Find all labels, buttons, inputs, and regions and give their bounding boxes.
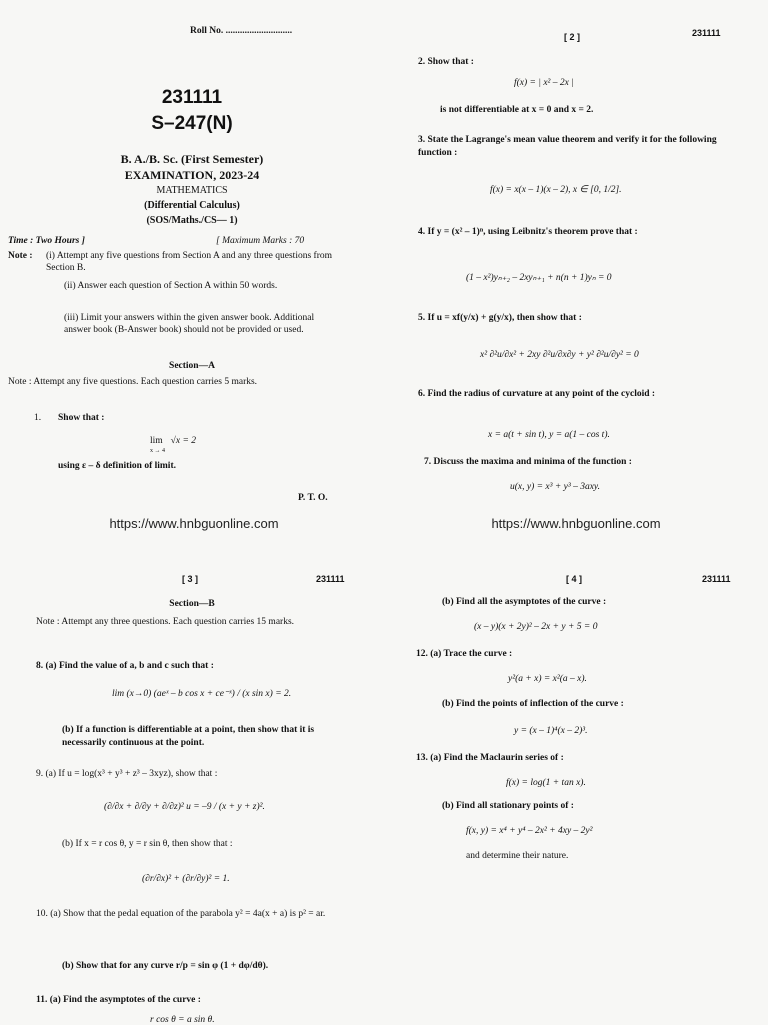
- q6-formula: x = a(t + sin t), y = a(1 – cos t).: [488, 430, 610, 440]
- q2-tail: is not differentiable at x = 0 and x = 2.: [440, 105, 594, 115]
- q12b-formula: y = (x – 1)⁴(x – 2)³.: [514, 726, 588, 736]
- section-a-note: Note : Attempt any five questions. Each question carries 5 marks.: [8, 377, 258, 387]
- q12a-formula: y²(a + x) = x²(a – x).: [508, 674, 587, 684]
- q1-tail: using ε – δ definition of limit.: [58, 461, 176, 471]
- q11a: 11. (a) Find the asymptotes of the curve :: [36, 995, 201, 1005]
- exam-page-3: [0, 512, 384, 1024]
- website-url[interactable]: https://www.hnbguonline.com: [109, 516, 279, 531]
- q10a: 10. (a) Show that the pedal equation of the parabola y² = 4a(x + a) is p² = ar.: [36, 909, 326, 919]
- maximum-marks: [ Maximum Marks : 70: [216, 236, 305, 246]
- q3: 3. State the Lagrange's mean value theorem and verify it for the following function :: [418, 135, 717, 158]
- q6: 6. Find the radius of curvature at any point of the cycloid :: [418, 389, 656, 399]
- q1-number: 1.: [34, 413, 42, 423]
- q13b: (b) Find all stationary points of :: [442, 801, 574, 811]
- q10b: (b) Show that for any curve r/p = sin φ (1 + dφ/dθ).: [62, 961, 269, 971]
- q12a: 12. (a) Trace the curve :: [416, 649, 513, 659]
- q1-text: Show that :: [58, 413, 105, 423]
- note-label: Note :: [8, 251, 33, 261]
- q1-lim: lim: [150, 436, 163, 446]
- subject-subtitle: (Differential Calculus): [144, 200, 240, 211]
- q2: 2. Show that :: [418, 57, 474, 67]
- section-a-heading: Section—A: [169, 361, 215, 371]
- q12b: (b) Find the points of inflection of the curve :: [442, 699, 624, 709]
- q5-formula: x² ∂²u/∂x² + 2xy ∂²u/∂x∂y + y² ∂²u/∂y² = 0: [480, 350, 639, 360]
- paper-code: 231111: [161, 87, 223, 108]
- q13a: 13. (a) Find the Maclaurin series of :: [416, 753, 564, 763]
- page-number: [ 4 ]: [566, 574, 583, 584]
- subject: MATHEMATICS: [156, 185, 228, 196]
- exam-title: EXAMINATION, 2023-24: [124, 168, 260, 182]
- exam-page-4: [384, 512, 768, 1024]
- note-i: (i) Attempt any five questions from Section A and any three questions from Section B.: [46, 251, 333, 273]
- q13b-tail: and determine their nature.: [466, 851, 569, 861]
- note-ii: (ii) Answer each question of Section A within 50 words.: [64, 281, 278, 291]
- exam-page-2: [384, 0, 768, 531]
- note-iii: (iii) Limit your answers within the given answer book. Additional answer book (B-Answer book) should not be provided or used.: [64, 313, 315, 335]
- course-code: (SOS/Maths./CS— 1): [146, 215, 238, 226]
- q11b: (b) Find all the asymptotes of the curve :: [442, 597, 607, 607]
- page-number: [ 3 ]: [182, 574, 199, 584]
- q9b-formula: (∂r/∂x)² + (∂r/∂y)² = 1.: [142, 874, 230, 884]
- q11b-formula: (x – y)(x + 2y)² – 2x + y + 5 = 0: [474, 622, 598, 632]
- q13b-formula: f(x, y) = x⁴ + y⁴ – 2x² + 4xy – 2y²: [466, 826, 593, 836]
- paper-code: 231111: [316, 574, 345, 584]
- q11a-formula: r cos θ = a sin θ.: [150, 1015, 215, 1025]
- paper-code: 231111: [702, 574, 731, 584]
- exam-page-1: [0, 0, 384, 531]
- q1-lim-sub: x → 4: [150, 448, 165, 454]
- q13a-formula: f(x) = log(1 + tan x).: [506, 778, 586, 788]
- section-b-heading: Section—B: [169, 599, 215, 609]
- roll-number: Roll No. ............................: [190, 26, 293, 36]
- q8a-formula: lim (x→0) (aeˣ – b cos x + ce⁻ˣ) / (x sin x) = 2.: [112, 689, 292, 699]
- q4: 4. If y = (x² – 1)ⁿ, using Leibnitz's theorem prove that :: [418, 227, 638, 237]
- q2-formula: f(x) = | x² – 2x |: [514, 78, 574, 88]
- website-url[interactable]: https://www.hnbguonline.com: [491, 516, 661, 531]
- page-number: [ 2 ]: [564, 32, 581, 42]
- q7-formula: u(x, y) = x³ + y³ – 3axy.: [510, 482, 600, 492]
- paper-code: 231111: [692, 28, 721, 38]
- q7: 7. Discuss the maxima and minima of the function :: [424, 457, 632, 467]
- time-allowed: Time : Two Hours ]: [8, 236, 85, 246]
- pto: P. T. O.: [298, 493, 328, 503]
- q9b: (b) If x = r cos θ, y = r sin θ, then show that :: [62, 839, 233, 849]
- q1-formula: [150, 430, 196, 454]
- q5: 5. If u = xf(y/x) + g(y/x), then show that :: [418, 313, 582, 323]
- q8b: (b) If a function is differentiable at a point, then show that it is necessarily continuous at the point.: [62, 725, 315, 748]
- degree-title: B. A./B. Sc. (First Semester): [120, 152, 264, 166]
- section-b-note: Note : Attempt any three questions. Each question carries 15 marks.: [36, 617, 295, 627]
- q1-expr: √x = 2: [170, 436, 197, 446]
- q3-formula: f(x) = x(x – 1)(x – 2), x ∈ [0, 1/2].: [490, 185, 622, 195]
- q4-formula: (1 – x²)yₙ₊₂ – 2xyₙ₊₁ + n(n + 1)yₙ = 0: [466, 273, 612, 283]
- paper-number: S–247(N): [151, 113, 233, 134]
- q9a: 9. (a) If u = log(x³ + y³ + z³ – 3xyz), show that :: [36, 769, 218, 779]
- q8a: 8. (a) Find the value of a, b and c such that :: [36, 661, 214, 671]
- q9a-formula: (∂/∂x + ∂/∂y + ∂/∂z)² u = –9 / (x + y + z)².: [104, 802, 265, 812]
